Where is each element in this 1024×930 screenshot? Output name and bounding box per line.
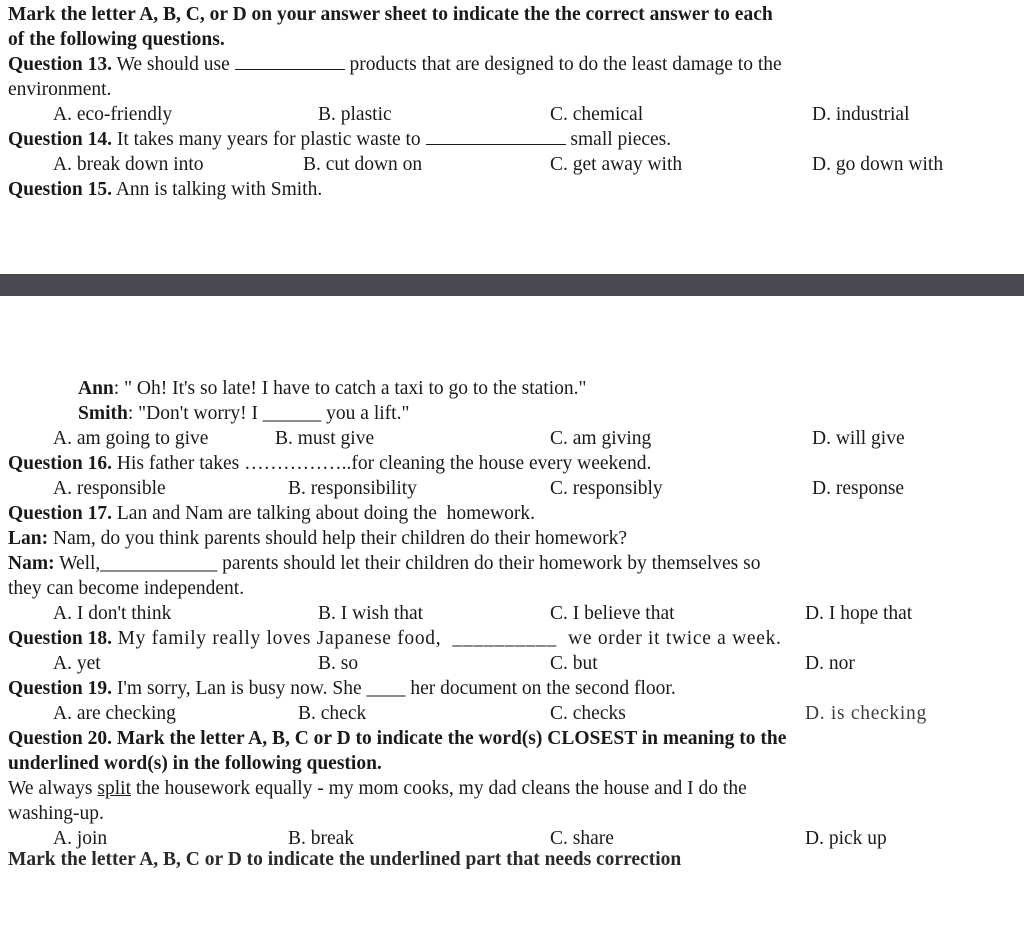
question-15-label: Question 15. xyxy=(8,179,113,200)
question-20-option-c: C. share xyxy=(550,828,614,849)
question-19-option-a: A. are checking xyxy=(53,703,176,724)
question-17-stem xyxy=(8,501,1014,526)
dialogue-line-smith xyxy=(8,401,1014,426)
question-13-option-b: B. plastic xyxy=(318,104,392,125)
question-14-label: Question 14. xyxy=(8,129,113,150)
question-18 xyxy=(0,626,1024,676)
question-18-label: Question 18. xyxy=(8,628,113,649)
page-separator-band xyxy=(0,274,1024,296)
question-18-option-c: C. but xyxy=(550,653,598,674)
question-13-blank xyxy=(235,54,345,70)
question-17-stem-line2: they can become independent. xyxy=(8,578,245,599)
dialogue-smith-text: : "Don't worry! I ______ you a lift." xyxy=(127,403,410,424)
question-19-stem-part1: I'm sorry, Lan is busy now. She ____ her document on the second floor. xyxy=(112,678,676,699)
dialogue-line-nam xyxy=(8,551,1014,576)
question-19-option-c: C. checks xyxy=(550,703,626,724)
question-17-option-a: A. I don't think xyxy=(53,603,172,624)
question-14-option-b: B. cut down on xyxy=(303,154,423,175)
question-18-stem xyxy=(8,626,1014,651)
question-16-option-a: A. responsible xyxy=(53,478,166,499)
instruction-line-1: Mark the letter A, B, C, or D on your answer sheet to indicate the the correct answer to each xyxy=(8,4,773,25)
question-16-option-b: B. responsibility xyxy=(288,478,417,499)
question-17-stem-part1: Lan and Nam are talking about doing the homework. xyxy=(112,503,535,524)
question-15 xyxy=(0,177,1024,202)
question-20-option-d: D. pick up xyxy=(805,828,887,849)
question-20-underlined-word: split xyxy=(97,778,131,799)
question-13-option-c: C. chemical xyxy=(550,104,644,125)
question-20-stem-part1: Mark the letter A, B, C or D to indicate the word(s) CLOSEST in meaning to the xyxy=(112,728,787,749)
question-15-option-d: D. will give xyxy=(812,428,905,449)
question-15-dialogue xyxy=(0,376,1024,451)
question-20 xyxy=(0,726,1024,851)
question-20-option-b: B. break xyxy=(288,828,355,849)
question-15-option-a: A. am going to give xyxy=(53,428,209,449)
question-19-option-d: D. is checking xyxy=(805,703,927,724)
question-13-stem xyxy=(8,52,1014,77)
question-14-blank xyxy=(426,129,566,145)
page-gap-lower xyxy=(0,296,1024,376)
question-19-stem xyxy=(8,676,1014,701)
question-14-option-d: D. go down with xyxy=(812,154,944,175)
question-19-option-b: B. check xyxy=(298,703,367,724)
question-20-label: Question 20. xyxy=(8,728,113,749)
question-13-stem-part2: products that are designed to do the least damage to the xyxy=(344,54,782,75)
question-15-stem-part1: Ann is talking with Smith. xyxy=(112,179,323,200)
question-20-body-post: the housework equally - my mom cooks, my dad cleans the house and I do the xyxy=(131,778,747,799)
question-14-stem-part1: It takes many years for plastic waste to xyxy=(112,129,426,150)
question-15-option-b: B. must give xyxy=(275,428,375,449)
question-19-options xyxy=(8,701,1014,726)
question-17-option-d: D. I hope that xyxy=(805,603,913,624)
dialogue-lan-text: Nam, do you think parents should help their children do their homework? xyxy=(48,528,628,549)
dialogue-line-ann xyxy=(8,376,1014,401)
question-18-option-d: D. nor xyxy=(805,653,855,674)
dialogue-line-lan xyxy=(8,526,1014,551)
question-15-stem xyxy=(8,177,1014,202)
question-16-stem xyxy=(8,451,1014,476)
question-20-stem-line2: underlined word(s) in the following question. xyxy=(8,753,382,774)
question-20-body xyxy=(8,776,1014,801)
question-14-option-c: C. get away with xyxy=(550,154,683,175)
question-13-option-a: A. eco-friendly xyxy=(53,104,173,125)
question-20-option-a: A. join xyxy=(53,828,108,849)
question-17-label: Question 17. xyxy=(8,503,113,524)
speaker-smith: Smith xyxy=(78,403,128,424)
question-17-option-b: B. I wish that xyxy=(318,603,424,624)
speaker-lan: Lan: xyxy=(8,528,49,549)
instruction-block xyxy=(0,0,1024,52)
question-20-options xyxy=(8,826,1014,851)
question-13-stem-part1: We should use xyxy=(112,54,235,75)
speaker-nam: Nam: xyxy=(8,553,55,574)
question-16-option-d: D. response xyxy=(812,478,905,499)
question-16-stem-part1: His father takes ……………..for cleaning the house every weekend. xyxy=(112,453,652,474)
dialogue-ann-text: : " Oh! It's so late! I have to catch a taxi to go to the station." xyxy=(113,378,587,399)
question-14-stem-part2: small pieces. xyxy=(565,129,672,150)
cut-off-line: Mark the letter A, B, C or D to indicate the underlined part that needs correction xyxy=(8,851,682,869)
question-16-label: Question 16. xyxy=(8,453,113,474)
question-16 xyxy=(0,451,1024,501)
question-13-option-d: D. industrial xyxy=(812,104,910,125)
question-14-stem xyxy=(8,127,1014,152)
question-19 xyxy=(0,676,1024,726)
question-17 xyxy=(0,501,1024,626)
question-18-option-a: A. yet xyxy=(53,653,101,674)
question-20-stem xyxy=(8,726,1014,751)
question-13-options xyxy=(8,102,1014,127)
question-16-options xyxy=(8,476,1014,501)
instruction-line-2: of the following questions. xyxy=(8,29,225,50)
page-gap xyxy=(0,202,1024,274)
question-20-body-line2: washing-up. xyxy=(8,803,104,824)
question-16-option-c: C. responsibly xyxy=(550,478,663,499)
question-15-options xyxy=(8,426,1014,451)
question-13-label: Question 13. xyxy=(8,54,113,75)
dialogue-nam-text: Well,____________ parents should let their children do their homework by themselves so xyxy=(54,553,761,574)
question-17-options xyxy=(8,601,1014,626)
question-14-option-a: A. break down into xyxy=(53,154,204,175)
question-14-options xyxy=(8,152,1014,177)
question-19-label: Question 19. xyxy=(8,678,113,699)
question-13-stem-line2: environment. xyxy=(8,79,112,100)
question-18-option-b: B. so xyxy=(318,653,359,674)
question-14 xyxy=(0,127,1024,177)
question-20-body-pre: We always xyxy=(8,778,98,799)
question-15-option-c: C. am giving xyxy=(550,428,652,449)
question-18-stem-part1: My family really loves Japanese food, __________ we order it twice a week. xyxy=(112,628,782,649)
question-18-options xyxy=(8,651,1014,676)
question-17-option-c: C. I believe that xyxy=(550,603,675,624)
cut-off-line-container xyxy=(0,851,1024,869)
speaker-ann: Ann xyxy=(78,378,114,399)
question-13 xyxy=(0,52,1024,127)
